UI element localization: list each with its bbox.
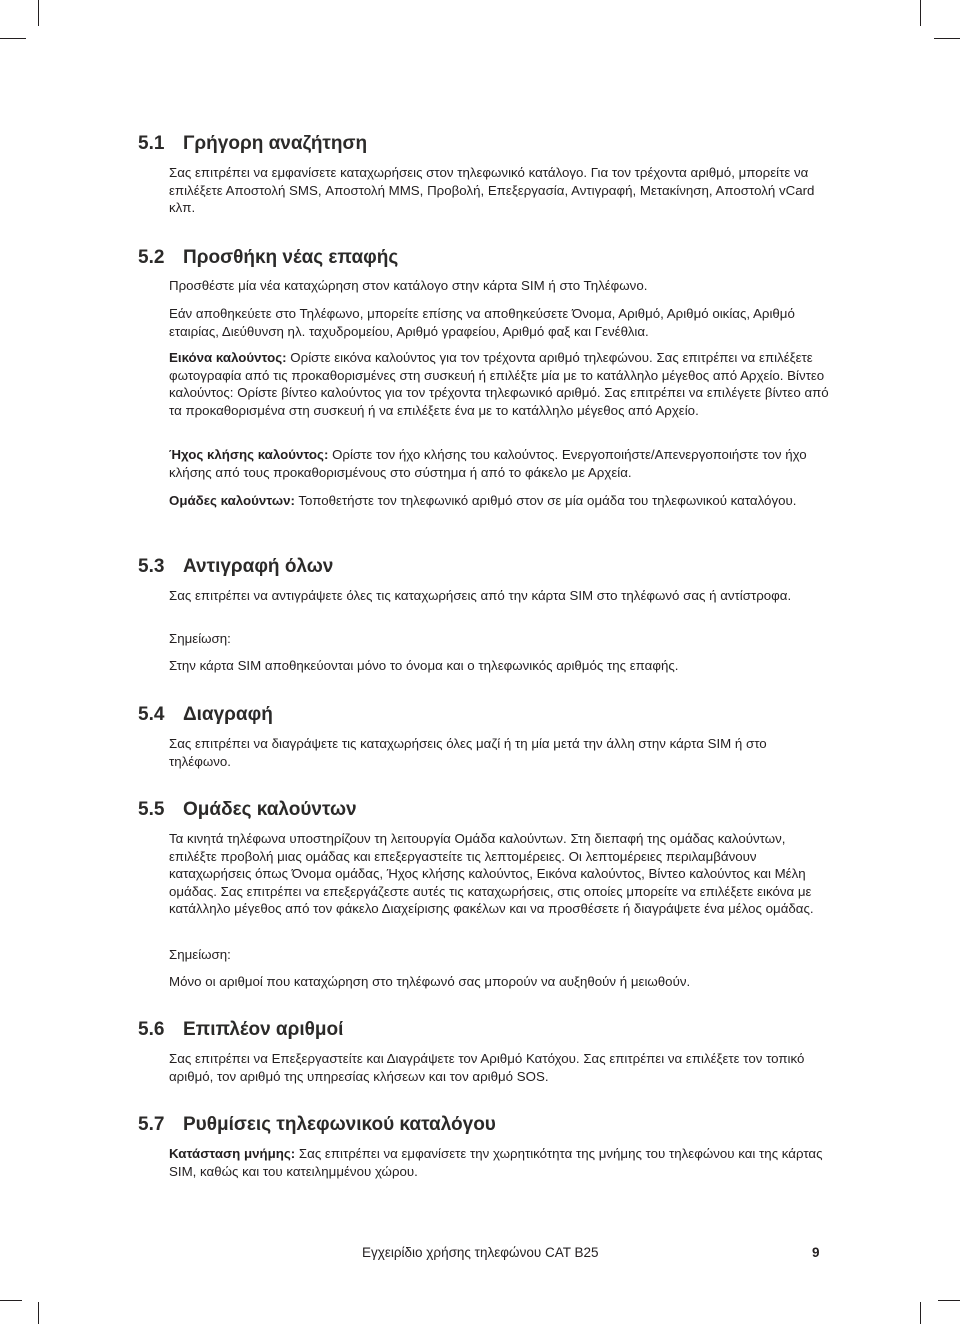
crop-mark [38, 0, 39, 26]
page-number: 9 [812, 1245, 820, 1260]
section-heading-5-5: 5.5 Ομάδες καλούντων [138, 799, 357, 820]
note-label: Σημείωση: [169, 947, 231, 962]
crop-mark [920, 0, 921, 26]
paragraph: Εικόνα καλούντος: Ορίστε εικόνα καλούντος για τον τρέχοντα αριθμό τηλεφώνου. Σας επιτρέπει να επιλέξετε φωτογραφία από τις προκαθορισμένες στη συσκευή ή επιλέξτε μία με το κατάλληλο μέγεθος από Αρχείο. Βίντεο καλούντος: Ορίστε βίντεο καλούντος για τον τρέχοντα τηλεφωνικό αριθμό. Σας επιτρέπει να επιλέγετε βίντεο από τα προκαθορισμένα στη συσκευή ή να επιλέξετε ένα με το κατάλληλο μέγεθος από Αρχείο. [169, 350, 829, 418]
paragraph: Σας επιτρέπει να εμφανίσετε καταχωρήσεις στον τηλεφωνικό κατάλογο. Για τον τρέχοντα αριθμό, μπορείτε να επιλέξετε Αποστολή SMS, Αποστολή MMS, Προβολή, Επεξεργασία, Αντιγραφή, Μετακίνηση, Αποστολή vCard κλπ. [169, 165, 815, 216]
section-heading-5-1: 5.1 Γρήγορη αναζήτηση [138, 133, 368, 154]
paragraph: Στην κάρτα SIM αποθηκεύονται μόνο το όνομα και ο τηλεφωνικός αριθμός της επαφής. [169, 658, 679, 673]
crop-mark [38, 1302, 39, 1324]
crop-mark [0, 38, 26, 39]
paragraph: Κατάσταση μνήμης: Σας επιτρέπει να εμφανίσετε την χωρητικότητα της μνήμης του τηλεφώνου και της κάρτας SIM, καθώς και του κατειλημμένου χώρου. [169, 1146, 823, 1179]
paragraph: Σας επιτρέπει να διαγράψετε τις καταχωρήσεις όλες μαζί ή τη μία μετά την άλλη στην κάρτα SIM ή στο τηλέφωνο. [169, 736, 767, 769]
footer-title: Εγχειρίδιο χρήσης τηλεφώνου CAT B25 [362, 1245, 599, 1260]
term-label: Ήχος κλήσης καλούντος: [169, 447, 329, 462]
crop-mark [0, 1300, 22, 1301]
crop-mark [934, 38, 960, 39]
paragraph: Προσθέστε μία νέα καταχώρηση στον κατάλογο στην κάρτα SIM ή στο Τηλέφωνο. [169, 278, 648, 293]
section-heading-5-2: 5.2 Προσθήκη νέας επαφής [138, 247, 399, 268]
paragraph: Εάν αποθηκεύετε στο Τηλέφωνο, μπορείτε επίσης να αποθηκεύσετε Όνομα, Αριθμό, Αριθμό οικίας, Αριθμό εταιρίας, Διεύθυνση ηλ. ταχυδρομείου, Αριθμό γραφείου, Αριθμό φαξ και Γενέθλια. [169, 306, 795, 339]
section-heading-5-3: 5.3 Αντιγραφή όλων [138, 556, 334, 577]
note-label: Σημείωση: [169, 631, 231, 646]
paragraph: Ομάδες καλούντων: Τοποθετήστε τον τηλεφωνικό αριθμό στον σε μία ομάδα του τηλεφωνικού καταλόγου. [169, 493, 797, 508]
crop-mark [938, 1300, 960, 1301]
paragraph: Ήχος κλήσης καλούντος: Ορίστε τον ήχο κλήσης του καλούντος. Ενεργοποιήστε/Απενεργοποιήστε τον ήχο κλήσης από τους προκαθορισμένους στο σύστημα ή από το φάκελο με Αρχεία. [169, 447, 807, 480]
term-label: Κατάσταση μνήμης: [169, 1146, 296, 1161]
term-label: Εικόνα καλούντος: [169, 350, 287, 365]
section-heading-5-7: 5.7 Ρυθμίσεις τηλεφωνικού καταλόγου [138, 1114, 496, 1135]
crop-mark [920, 1302, 921, 1324]
term-label: Ομάδες καλούντων: [169, 493, 295, 508]
section-heading-5-6: 5.6 Επιπλέον αριθμοί [138, 1019, 344, 1040]
section-heading-5-4: 5.4 Διαγραφή [138, 704, 273, 725]
paragraph: Τα κινητά τηλέφωνα υποστηρίζουν τη λειτουργία Ομάδα καλούντων. Στη διεπαφή της ομάδας καλούντων, επιλέξτε προβολή μιας ομάδας και επεξεργαστείτε τις λεπτομέρειες. Οι λεπτομέρειες περιλαμβάνουν καταχωρήσεις όπως Όνομα ομάδας, Ήχος κλήσης καλούντος, Εικόνα καλούντος, Βίντεο καλούντος και Μέλη ομάδας. Σας επιτρέπει να επεξεργάζεστε αυτές τις καταχωρήσεις, στις οποίες μπορείτε να επιλέξετε εικόνα με κατάλληλο μέγεθος από τον φάκελο Διαχείρισης φακέλων και να προσθέσετε ή διαγράψετε ένα μέλος ομάδας. [169, 831, 814, 917]
paragraph: Σας επιτρέπει να αντιγράψετε όλες τις καταχωρήσεις από την κάρτα SIM στο τηλέφωνό σας ή αντίστροφα. [169, 588, 792, 603]
paragraph: Σας επιτρέπει να Επεξεργαστείτε και Διαγράψετε τον Αριθμό Κατόχου. Σας επιτρέπει να επιλέξετε τον τοπικό αριθμό, τον αριθμό της υπηρεσίας κλήσεων και τον αριθμό SOS. [169, 1051, 805, 1084]
paragraph: Μόνο οι αριθμοί που καταχώρηση στο τηλέφωνό σας μπορούν να αυξηθούν ή μειωθούν. [169, 974, 691, 989]
